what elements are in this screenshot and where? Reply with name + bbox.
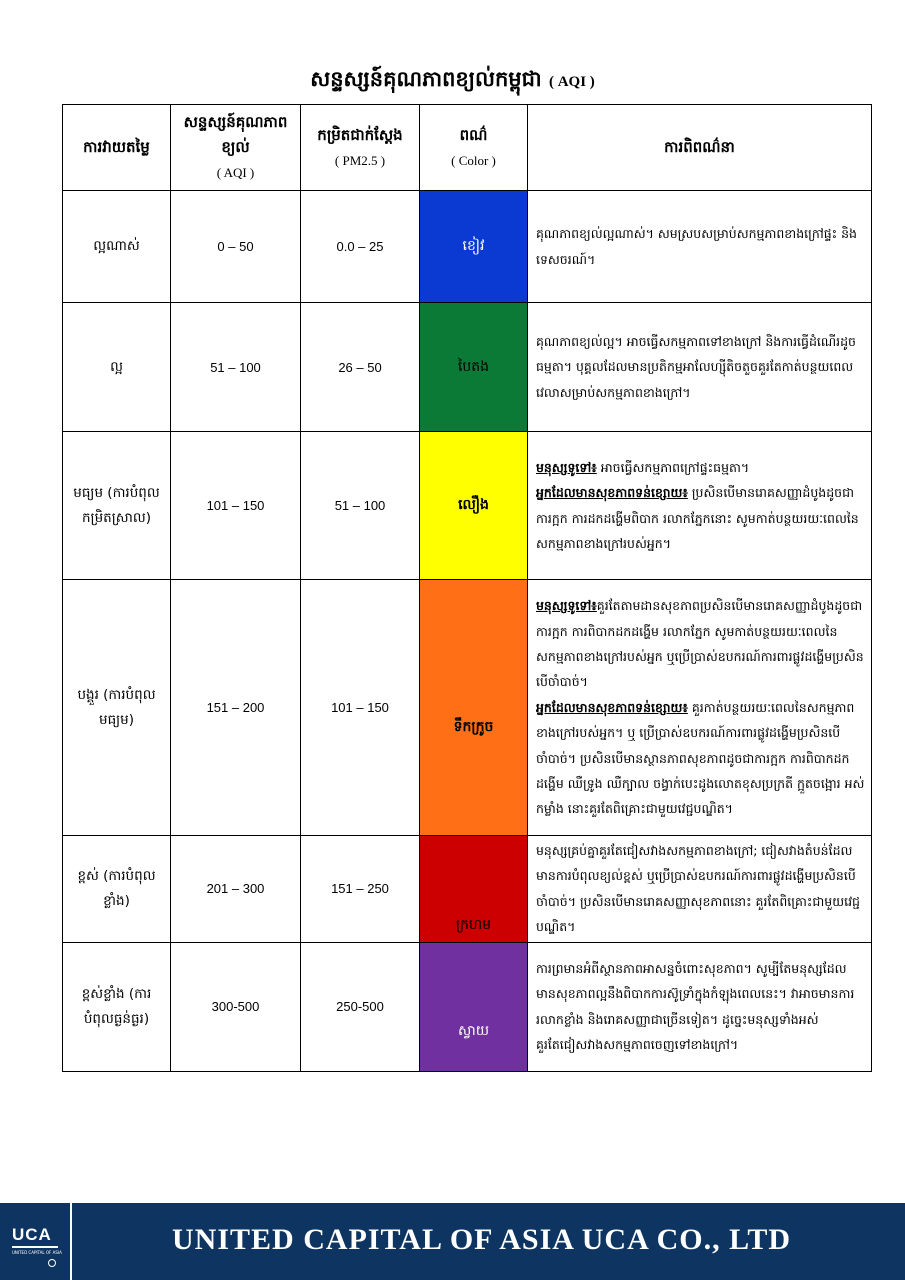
logo-divider xyxy=(12,1246,58,1248)
level-cell: មធ្យម (ការបំពុលកម្រិតស្រាល) xyxy=(63,432,171,580)
table-row xyxy=(63,836,872,943)
table-row xyxy=(63,432,872,580)
header-level: ការវាយតម្លៃ xyxy=(63,105,171,191)
desc-cell: គុណភាពខ្យល់ល្អណាស់។ សមស្របសម្រាប់សកម្មភាពខាងក្រៅផ្ទះ និងទេសចរណ៍។ xyxy=(528,191,872,303)
header-pm: កម្រិតជាក់ស្តែង ( PM2.5 ) xyxy=(301,105,420,191)
company-name: UNITED CAPITAL OF ASIA UCA CO., LTD xyxy=(172,1223,792,1256)
desc-label-general: មនុស្សទូទៅ៖ xyxy=(536,459,597,475)
color-cell: លឿង xyxy=(420,432,528,580)
header-aqi: សន្ទស្សន៍គុណភាពខ្យល់ ( AQI ) xyxy=(171,105,301,191)
desc-cell: គុណភាពខ្យល់ល្អ។ អាចធ្វើសកម្មភាពទៅខាងក្រៅ និងការធ្វើដំណើរដូចធម្មតា។ បុគ្គលដែលមានប្រតិកម្មអាលែហ្ស៊ីតិចតួចគួរតែកាត់បន្ថយពេលវេលាសម្រាប់សកម្មភាពខាងក្រៅ។ xyxy=(528,303,872,432)
pm-cell: 51 – 100 xyxy=(301,432,420,580)
desc-label-sensitive: អ្នកដែលមានសុខភាពទន់ខ្សោយ៖ xyxy=(536,485,688,501)
logo-emblem-icon xyxy=(48,1259,56,1267)
desc-cell: មនុស្សគ្រប់គ្នាគួរតែជៀសវាងសកម្មភាពខាងក្រៅ; ជៀសវាងតំបន់ដែលមានការបំពុលខ្យល់ខ្ពស់ ឬប្រើប្រាស់ឧបករណ៍ការពារផ្លូវដង្ហើមប្រសិនបើចាំបាច់។ ប្រសិនបើមានរោគសញ្ញាសុខភាពនោះ គួរតែពិគ្រោះជាមួយវេជ្ជបណ្ឌិត។ xyxy=(528,836,872,943)
page-title xyxy=(0,62,905,99)
title-main: សន្ទស្សន៍គុណភាពខ្យល់កម្ពុជា xyxy=(310,66,542,91)
color-cell: ខៀវ xyxy=(420,191,528,303)
desc-text-general: គួរតែតាមដានសុខភាពប្រសិនបើមានរោគសញ្ញាដំបូងដូចជាការក្អក ការពិបាកដកដង្ហើម រលាកភ្នែក សូមកាត់បន្ថយរយៈពេលនៃសកម្មភាពខាងក្រៅរបស់អ្នក ឬប្រើប្រាស់ឧបករណ៍ការពារផ្លូវដង្ហើមប្រសិន បើចាំបាច់។ xyxy=(536,598,864,690)
company-logo xyxy=(0,1203,72,1280)
header-pm-sub: ( PM2.5 ) xyxy=(334,152,386,168)
desc-text-general: អាចធ្វើសកម្មភាពក្រៅផ្ទះធម្មតា។ xyxy=(596,459,750,475)
desc-cell: ការព្រមានអំពីស្ថានភាពអាសន្នចំពោះសុខភាព។ សូម្បីតែមនុស្សដែលមានសុខភាពល្អនឹងពិបាកការស៊ូទ្រាំក្នុងកំឡុងពេលនេះ។ វាអាចមានការរលាកខ្លាំង និងរោគសញ្ញាជាច្រើនទៀត។ ដូច្នេះមនុស្សទាំងអស់គួរតែជៀសវាងសកម្មភាពចេញទៅខាងក្រៅ។ xyxy=(528,942,872,1071)
aqi-table xyxy=(62,104,872,1072)
desc-label-sensitive: អ្នកដែលមានសុខភាពទន់ខ្សោយ៖ xyxy=(536,699,688,715)
header-aqi-sub: ( AQI ) xyxy=(216,165,255,180)
table-row xyxy=(63,580,872,836)
pm-cell: 0.0 – 25 xyxy=(301,191,420,303)
desc-text-sensitive: គួរកាត់បន្ថយរយៈពេលនៃសកម្មភាពខាងក្រៅរបស់អ្នក។ ឬ ប្រើប្រាស់ឧបករណ៍ការពារផ្លូវដង្ហើមប្រសិនបើចាំបាច់។ ប្រសិនបើមានស្ថានភាពសុខភាពដូចជាការក្អក ការពិបាកដកដង្ហើម ឈឺទ្រូង ឈឺក្បាល ចង្វាក់បេះដូងលោតខុសប្រក្រតី ក្អួតចង្អោរ អស់កម្លាំង នោះគួរតែពិគ្រោះជាមួយវេជ្ជបណ្ឌិត។ xyxy=(536,699,865,817)
footer-bar xyxy=(0,1203,905,1280)
desc-cell xyxy=(528,432,872,580)
level-cell: បង្គួរ (ការបំពុលមធ្យម) xyxy=(63,580,171,836)
title-abbr: ( AQI ) xyxy=(548,74,595,90)
aqi-cell: 201 – 300 xyxy=(171,836,301,943)
table-row xyxy=(63,303,872,432)
header-row xyxy=(63,105,872,191)
pm-cell: 101 – 150 xyxy=(301,580,420,836)
aqi-cell: 51 – 100 xyxy=(171,303,301,432)
logo-subtext: UNITED CAPITAL OF ASIA xyxy=(12,1250,62,1255)
aqi-cell: 151 – 200 xyxy=(171,580,301,836)
desc-cell xyxy=(528,580,872,836)
aqi-cell: 101 – 150 xyxy=(171,432,301,580)
header-color: ពណ៌ ( Color ) xyxy=(420,105,528,191)
aqi-cell: 300-500 xyxy=(171,942,301,1071)
header-color-sub: ( Color ) xyxy=(451,152,496,168)
pm-cell: 250-500 xyxy=(301,942,420,1071)
color-cell: ទឹកក្រូច xyxy=(420,580,528,836)
pm-cell: 26 – 50 xyxy=(301,303,420,432)
desc-text-sensitive: ប្រសិនបើមានរោគសញ្ញាដំបូងដូចជាការក្អក ការដកដង្ហើមពិបាក រលាកភ្នែកនោះ សូមកាត់បន្ថយរយៈពេលនៃសកម្មភាពខាងក្រៅរបស់អ្នក។ xyxy=(536,485,859,551)
level-cell: ល្អ xyxy=(63,303,171,432)
table-row xyxy=(63,191,872,303)
aqi-cell: 0 – 50 xyxy=(171,191,301,303)
color-cell: បៃតង xyxy=(420,303,528,432)
header-desc: ការពិពណ៌នា xyxy=(528,105,872,191)
color-cell: ក្រហម xyxy=(420,836,528,943)
desc-label-general: មនុស្សទូទៅ៖ xyxy=(536,598,597,614)
color-cell: ស្វាយ xyxy=(420,942,528,1071)
table-row xyxy=(63,942,872,1071)
logo-text: UCA xyxy=(12,1225,52,1244)
pm-cell: 151 – 250 xyxy=(301,836,420,943)
level-cell: ល្អណាស់ xyxy=(63,191,171,303)
level-cell: ខ្ពស់ (ការបំពុលខ្លាំង) xyxy=(63,836,171,943)
level-cell: ខ្ពស់ខ្លាំង (ការបំពុលធ្ងន់ធ្ងរ) xyxy=(63,942,171,1071)
